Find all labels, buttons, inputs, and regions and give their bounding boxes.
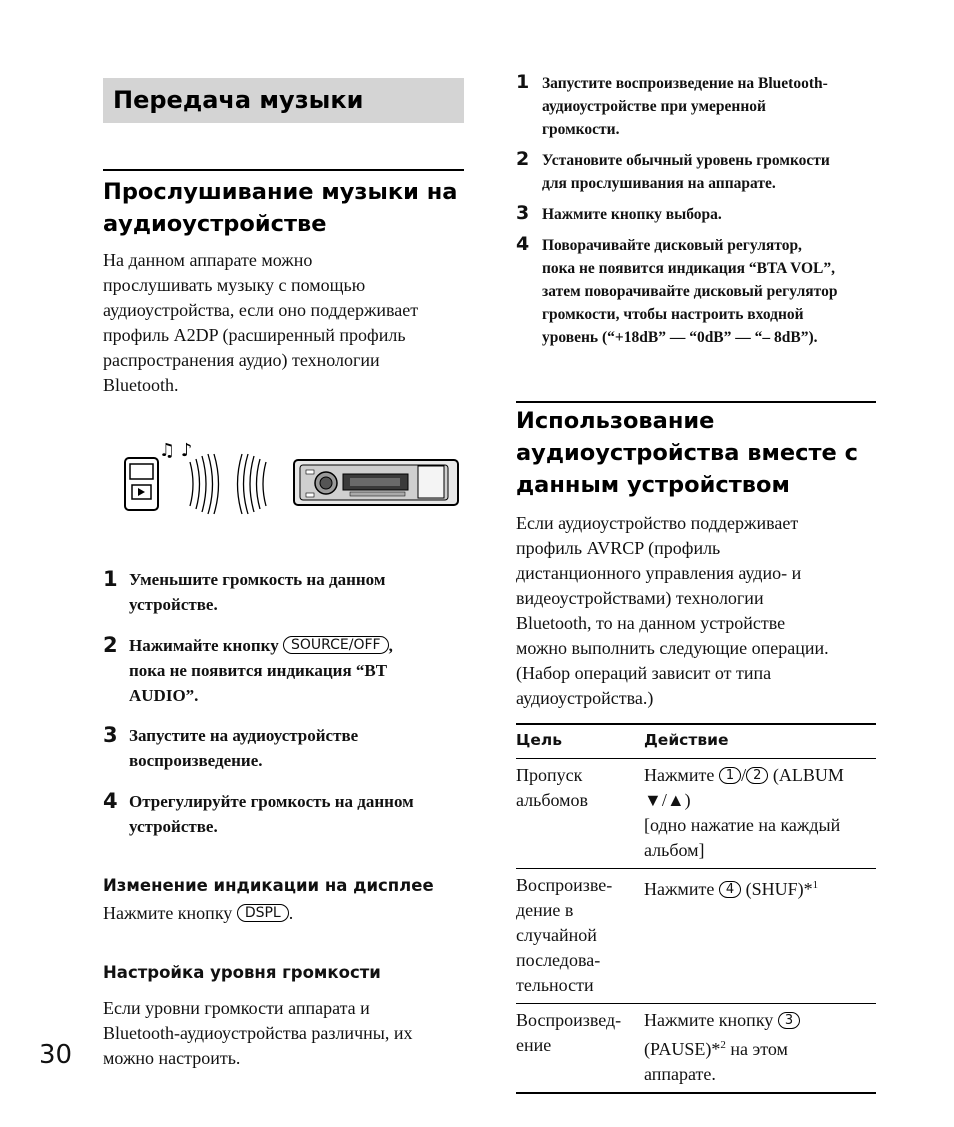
car-stereo-icon [294, 460, 458, 505]
section-title: Передача музыки [103, 78, 464, 123]
key-2: 2 [746, 767, 768, 784]
bluetooth-illustration [118, 432, 463, 518]
volume-heading: Настройка уровня громкости [103, 963, 381, 982]
source-off-key: SOURCE/OFF [283, 636, 389, 654]
heading-using-device: Использование аудиоустройства вместе с данным устройством [516, 408, 858, 498]
music-notes-icon: ♫ ♪ [159, 440, 193, 461]
right-step-3: 3 Нажмите кнопку выбора. [516, 202, 722, 224]
table-header-row [516, 724, 876, 759]
heading-listening: Прослушивание музыки на аудиоустройстве [103, 179, 458, 237]
key-1: 1 [719, 767, 741, 784]
table-row: Пропуск альбомов Нажмите 1 / 2 (ALBUM ▼/▲) [одно нажатие на каждый альбом] [516, 759, 876, 869]
intro-paragraph-right: Если аудиоустройство поддерживает профиль AVRCP (профиль дистанционного управления аудио- и видеоустройствами) технологии Bluetooth, то на данном устройстве можно выполнить следующие операции. (Набор операций зависит от типа аудиоустройства.) [516, 513, 829, 708]
heading-rule-left [103, 169, 464, 171]
display-heading: Изменение индикации на дисплее [103, 876, 434, 895]
key-3: 3 [778, 1012, 800, 1029]
table-header-action: Действие [644, 724, 876, 759]
wireless-waves-icon [190, 454, 266, 514]
dspl-key: DSPL [237, 904, 289, 922]
operations-table [516, 723, 876, 1094]
right-step-2: 2 Установите обычный уровень громкости для прослушивания на аппарате. [516, 148, 830, 192]
intro-paragraph-left: На данном аппарате можно прослушивать музыку с помощью аудиоустройства, если оно поддерживает профиль A2DP (расширенный профиль распространения аудио) технологии Bluetooth. [103, 250, 419, 395]
table-row: Воспроизвед- ение Нажмите кнопку 3 (PAUSE)*$^2$ на этом аппарате. [516, 1004, 876, 1094]
right-step-4: 4 Поворачивайте дисковый регулятор, пока не появится индикация “BTA VOL”, затем поворачивайте дисковый регулятор громкости, чтобы настроить входной уровень (“+18dB” — “0dB” — “– 8dB”). [516, 233, 838, 346]
table-header-goal: Цель [516, 724, 644, 759]
volume-text: Если уровни громкости аппарата и Bluetooth-аудиоустройства различны, их можно настроить. [103, 998, 413, 1068]
left-step-4: 4 Отрегулируйте громкость на данном устройстве. [103, 789, 414, 836]
left-step-3: 3 Запустите на аудиоустройстве воспроизведение. [103, 723, 359, 770]
table-row: Воспроизве- дение в случайной последова- тельности Нажмите 4 (SHUF)*$^1$ [516, 869, 876, 1004]
right-step-1: 1 Запустите воспроизведение на Bluetooth- аудиоустройстве при умеренной громкости. [516, 71, 828, 138]
heading-rule-right [516, 401, 876, 403]
key-4: 4 [719, 881, 741, 898]
display-text: Нажмите кнопку DSPL . [103, 903, 294, 923]
page-number: 30 [39, 1040, 73, 1070]
audio-device-icon [125, 458, 158, 510]
left-step-1: 1 Уменьшите громкость на данном устройстве. [103, 567, 386, 614]
left-step-2: 2 Нажимайте кнопку SOURCE/OFF , пока не появится индикация “BT AUDIO”. [103, 633, 393, 705]
